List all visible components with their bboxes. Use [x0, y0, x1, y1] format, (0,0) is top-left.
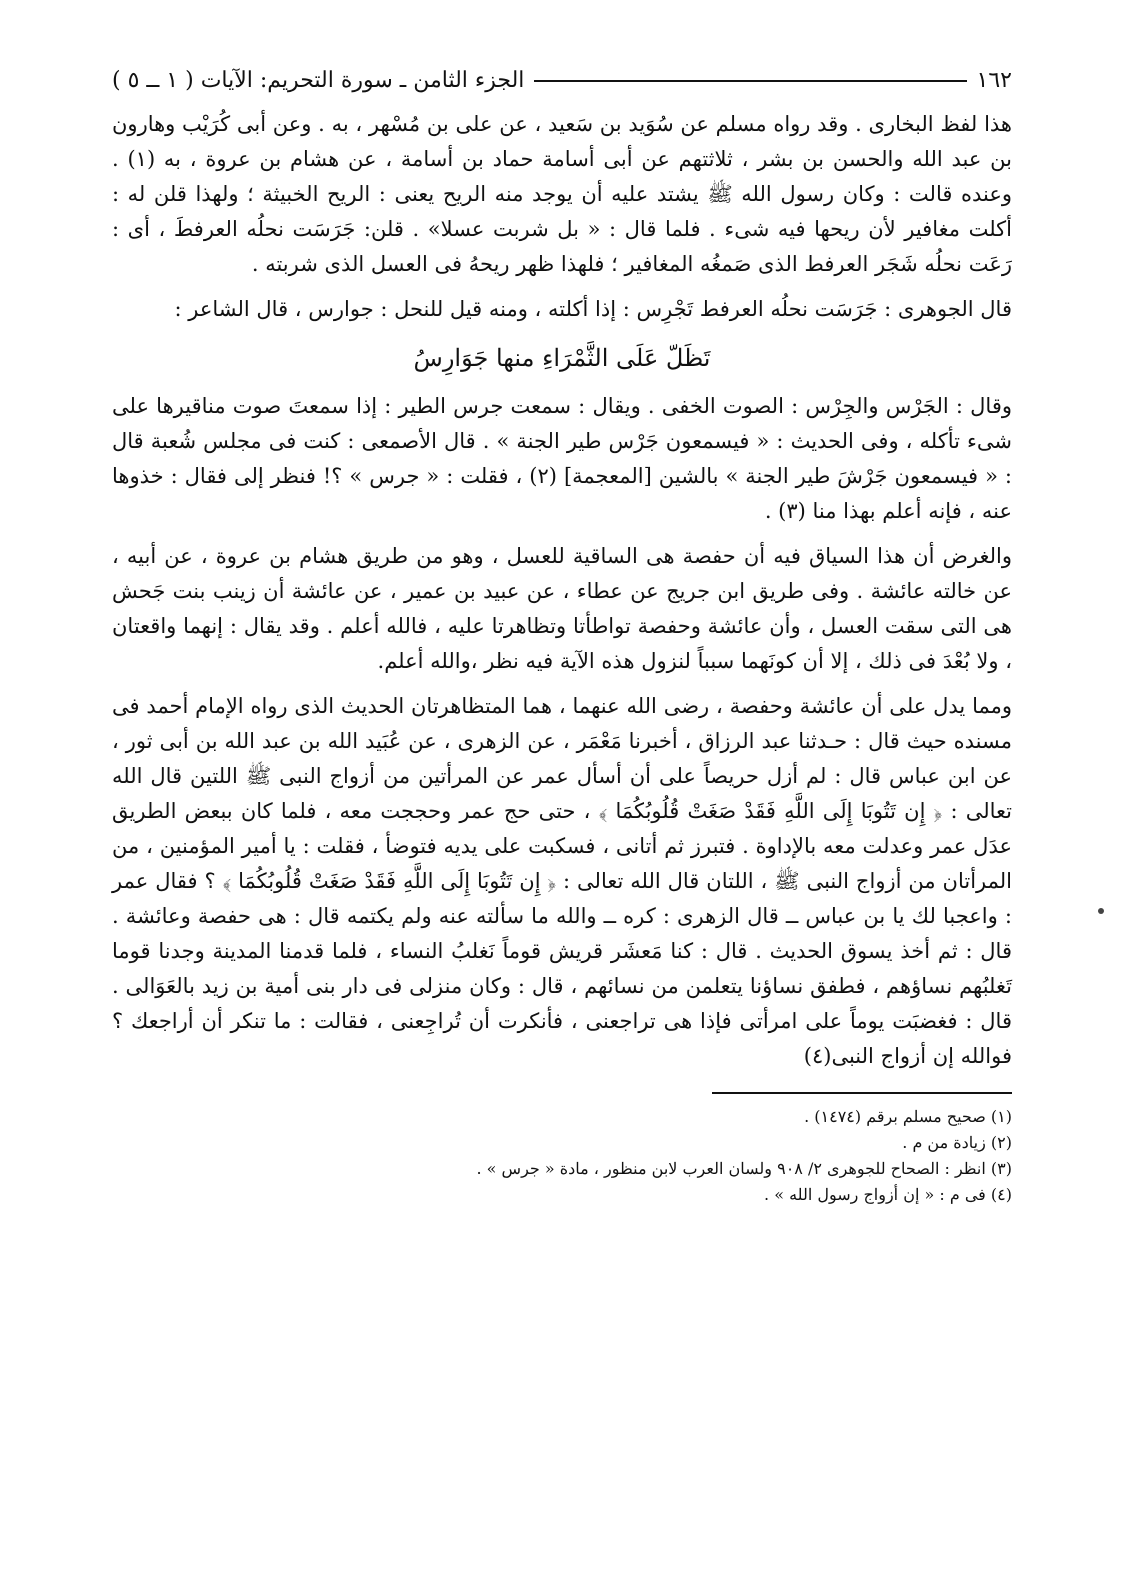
paragraph-2: قال الجوهرى : جَرَسَت نحلُه العرفط تَجْرِس : إذا أكلته ، ومنه قيل للنحل : جوارس ، قال الشاعر : — [174, 297, 1012, 321]
scan-speck — [1098, 908, 1104, 914]
footnote-1: (١) صحيح مسلم برقم (١٤٧٤) . — [804, 1107, 1012, 1126]
footnote-4: (٤) فى م : « إن أزواج رسول الله » . — [764, 1185, 1012, 1204]
footnote-2: (٢) زيادة من م . — [902, 1133, 1012, 1152]
page-number: ١٦٢ — [976, 68, 1012, 93]
paragraph-1: هذا لفظ البخارى . وقد رواه مسلم عن سُوَيد بن سَعيد ، عن على بن مُسْهر ، به . وعن أبى كُرَيْب وهارون بن عبد الله والحسن بن بشر ، ثلاثتهم عن أبى أسامة حماد بن أسامة ، عن هشام بن عروة ، به (١) . وعنده قالت : وكان رسول الله ﷺ يشتد عليه أن يوجد منه الريح يعنى : الريح الخبيثة ؛ ولهذا قلن له : أكلت مغافير لأن ريحها فيه شىء . فلما قال : « بل شربت عسلا» . قلن: جَرَسَت نحلُه العرفطَ ، أى : رَعَت نحلُه شَجَر العرفط الذى صَمغُه المغافير ؛ فلهذا ظهر ريحهُ فى العسل الذى شربته . — [112, 112, 1012, 276]
header-rule — [534, 80, 966, 82]
poetry-verse: تَظَلّ عَلَى الثَّمْرَاءِ منها جَوَارِسُ — [413, 344, 711, 372]
paragraph-5: ومما يدل على أن عائشة وحفصة ، رضى الله عنهما ، هما المتظاهرتان الحديث الذى رواه الإمام أحمد فى مسنده حيث قال : حـدثنا عبد الرزاق ، أخبرنا مَعْمَر ، عن الزهرى ، عن عُبَيد الله بن عبد الله بن أبى ثور ، عن ابن عباس قال : لم أزل حريصاً على أن أسأل عمر عن المرأتين من أزواج النبى ﷺ اللتين قال الله تعالى : ﴿ إِن تَتُوبَا إِلَى اللَّهِ فَقَدْ صَغَتْ قُلُوبُكُمَا ﴾ ، حتى حج عمر وحججت معه ، فلما كان ببعض الطريق عدَل عمر وعدلت معه بالإداوة . فتبرز ثم أتانى ، فسكبت على يديه فتوضأ ، فقلت : يا أمير المؤمنين ، من المرأتان من أزواج النبى ﷺ ، اللتان قال الله تعالى : ﴿ إِن تَتُوبَا إِلَى اللَّهِ فَقَدْ صَغَتْ قُلُوبُكُمَا ﴾ ؟ فقال عمر : واعجبا لك يا بن عباس ــ قال الزهرى : كره ــ والله ما سألته عنه ولم يكتمه قال : هى حفصة وعائشة . قال : ثم أخذ يسوق الحديث . قال : كنا مَعشَر قريش قوماً نَغلبُ النساء ، فلما قدمنا المدينة وجدنا قوما تَغلبُهم نساؤهم ، فطفق نساؤنا يتعلمن من نسائهم ، قال : وكان منزلى فى دار بنى أمية بن زيد بالعَوَالى . قال : فغضبَت يوماً على امرأتى فإذا هى تراجعنى ، فأنكرت أن تُراجِعنى ، فقالت : ما تنكر أن أراجعك ؟ فوالله إن أزواج النبى(٤) — [112, 694, 1012, 1068]
page-header — [112, 68, 1012, 93]
footnote-3: (٣) انظر : الصحاح للجوهرى ٢/ ٩٠٨ ولسان العرب لابن منظور ، مادة « جرس » . — [476, 1159, 1012, 1178]
footnote-separator — [712, 1092, 1012, 1094]
paragraph-4: والغرض أن هذا السياق فيه أن حفصة هى الساقية للعسل ، وهو من طريق هشام بن عروة ، عن أبيه ، عن خالته عائشة . وفى طريق ابن جريج عن عطاء ، عن عبيد بن عمير ، عن عائشة أن زينب بنت جَحش هى التى سقت العسل ، وأن عائشة وحفصة تواطأتا وتظاهرتا عليه ، فالله أعلم . وقد يقال : إنهما واقعتان ، ولا بُعْدَ فى ذلك ، إلا أن كونَهما سبباً لنزول هذه الآية فيه نظر ،والله أعلم. — [112, 544, 1012, 673]
paragraph-3: وقال : الجَرْس والجِرْس : الصوت الخفى . ويقال : سمعت جرس الطير : إذا سمعتَ صوت مناقيرها على شىء تأكله ، وفى الحديث : « فيسمعون جَرْس طير الجنة » . قال الأصمعى : كنت فى مجلس شُعبة قال : « فيسمعون جَرْشَ طير الجنة » بالشين [المعجمة] (٢) ، فقلت : « جرس » ؟! فنظر إلى فقال : خذوها عنه ، فإنه أعلم بهذا منا (٣) . — [112, 394, 1012, 523]
running-title: الجزء الثامن ـ سورة التحريم: الآيات ( ١ ــ ٥ ) — [112, 68, 525, 93]
